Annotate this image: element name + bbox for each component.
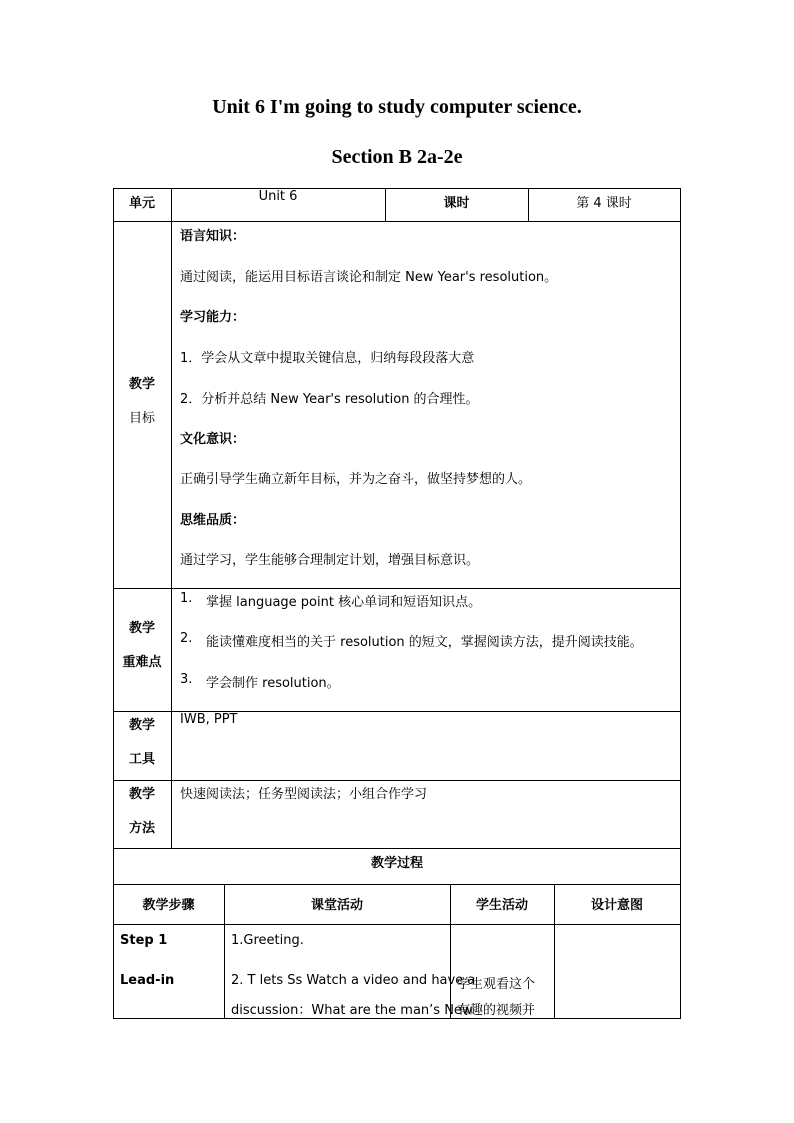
period-label: 课时 <box>443 196 470 211</box>
methods-value: 快速阅读法；任务型阅读法；小组合作学习 <box>180 787 428 802</box>
objective-item: 通过学习，学生能够合理制定计划，增强目标意识。 <box>180 553 480 568</box>
objective-item: 通过阅读，能运用目标语言谈论和制定 New Year's resolution。 <box>180 270 558 285</box>
step1-phase: Lead-in <box>120 973 175 988</box>
keypoint-text: 掌握 language point 核心单词和短语知识点。 <box>206 595 482 610</box>
step1-activity-line: discussion：What are the man’s New <box>231 1003 473 1018</box>
objectives-label-line1: 教学 <box>128 377 155 392</box>
period-value: 第 4 课时 <box>576 196 632 211</box>
keypoint-number: 3. <box>180 672 193 687</box>
objective-heading-ability: 学习能力： <box>180 310 246 325</box>
table-border <box>113 884 681 885</box>
step1-activity-line: 2. T lets Ss Watch a video and have a <box>231 973 476 988</box>
objective-item: 1．学会从文章中提取关键信息，归纳每段段落大意 <box>180 351 475 366</box>
column-header-purpose: 设计意图 <box>590 898 643 913</box>
column-header-step: 教学步骤 <box>142 898 195 913</box>
step1-student-line: 学生观看这个 <box>457 977 536 992</box>
unit-value: Unit 6 <box>258 189 298 204</box>
objectives-label-line2: 目标 <box>128 411 155 426</box>
tools-value: IWB, PPT <box>180 712 238 727</box>
column-header-activity: 课堂活动 <box>310 898 363 913</box>
objective-heading-culture: 文化意识： <box>180 432 246 447</box>
keypoint-text: 学会制作 resolution。 <box>206 676 340 691</box>
tools-label-line2: 工具 <box>128 752 155 767</box>
keypoints-label-line2: 重难点 <box>122 655 162 670</box>
table-border <box>113 924 681 925</box>
keypoint-number: 1. <box>180 591 193 606</box>
objective-item: 正确引导学生确立新年目标，并为之奋斗，做坚持梦想的人。 <box>180 472 532 487</box>
step1-activity-line: 1.Greeting. <box>231 933 304 948</box>
table-border <box>113 1018 681 1019</box>
keypoint-text: 能读懂难度相当的关于 resolution 的短文，掌握阅读方法，提升阅读技能。 <box>206 635 643 650</box>
table-border <box>680 188 681 1019</box>
keypoints-label-line1: 教学 <box>128 621 155 636</box>
keypoint-number: 2. <box>180 631 193 646</box>
column-header-student: 学生活动 <box>475 898 528 913</box>
process-title: 教学过程 <box>370 856 423 871</box>
tools-label-line1: 教学 <box>128 718 155 733</box>
objective-heading-language: 语言知识： <box>180 229 246 244</box>
objective-heading-thinking: 思维品质： <box>180 513 246 528</box>
objective-item: 2．分析并总结 New Year's resolution 的合理性。 <box>180 392 479 407</box>
step1-name: Step 1 <box>120 933 168 948</box>
document-title: Unit 6 I'm going to study computer science. <box>212 96 582 118</box>
table-border <box>171 188 172 849</box>
step1-student-line: 有趣的视频并 <box>457 1003 536 1018</box>
table-border <box>113 221 681 222</box>
table-border <box>113 588 681 589</box>
unit-label: 单元 <box>128 196 155 211</box>
methods-label-line1: 教学 <box>128 787 155 802</box>
methods-label-line2: 方法 <box>128 821 155 836</box>
table-border <box>113 848 681 849</box>
table-border <box>113 780 681 781</box>
document-subtitle: Section B 2a-2e <box>331 146 463 168</box>
